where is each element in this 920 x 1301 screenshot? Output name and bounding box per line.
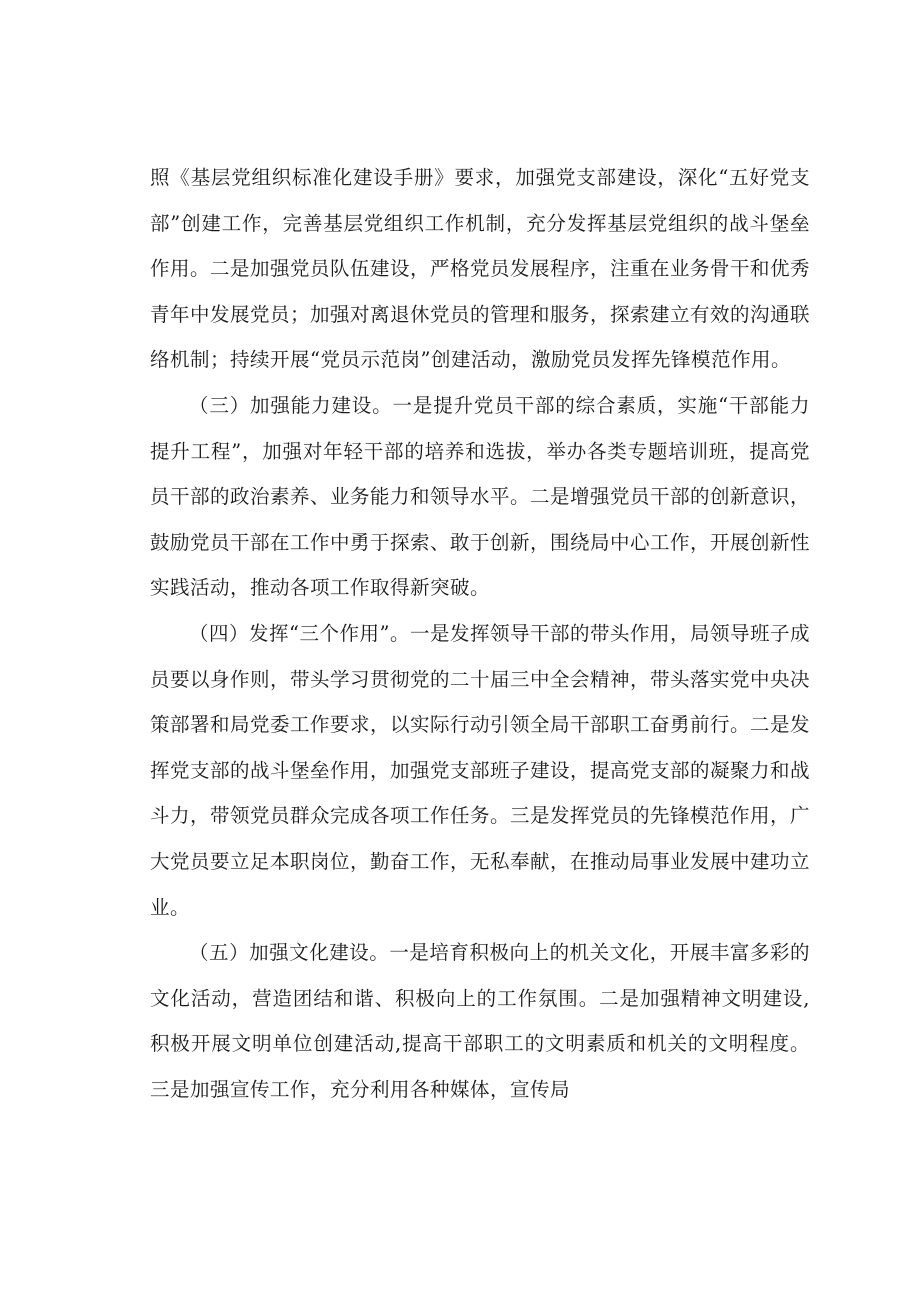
paragraph-section-4: （四）发挥“三个作用”。一是发挥领导干部的带头作用，局领导班子成员要以身作则，带头学习贯彻党的二十届三中全会精神，带头落实党中央决策部署和局党委工作要求，以实际行动引领全局干部职工奋勇前行。二是发挥党支部的战斗堡垒作用，加强党支部班子建设，提高党支部的凝聚力和战斗力，带领党员群众完成各项工作任务。三是发挥党员的先锋模范作用，广大党员要立足本职岗位，勤奋工作，无私奉献，在推动局事业发展中建功立业。: [150, 621, 811, 919]
paragraph-section-3: （三）加强能力建设。一是提升党员干部的综合素质，实施“干部能力提升工程”，加强对年轻干部的培养和选拔，举办各类专题培训班，提高党员干部的政治素养、业务能力和领导水平。二是增强党员干部的创新意识，鼓励党员干部在工作中勇于探索、敢于创新，围绕局中心工作，开展创新性实践活动，推动各项工作取得新突破。: [150, 393, 811, 600]
paragraph-continued: 照《基层党组织标准化建设手册》要求，加强党支部建设，深化“五好党支部”创建工作，完善基层党组织工作机制，充分发挥基层党组织的战斗堡垒作用。二是加强党员队伍建设，严格党员发展程序，注重在业务骨干和优秀青年中发展党员；加强对离退休党员的管理和服务，探索建立有效的沟通联络机制；持续开展“党员示范岗”创建活动，激励党员发挥先锋模范作用。: [150, 166, 811, 372]
document-body: [150, 155, 810, 1112]
paragraph-section-5: （五）加强文化建设。一是培育积极向上的机关文化，开展丰富多彩的文化活动，营造团结和谐、积极向上的工作氛围。二是加强精神文明建设,积极开展文明单位创建活动,提高干部职工的文明素质和机关的文明程度。三是加强宣传工作，充分利用各种媒体，宣传局: [150, 941, 810, 1101]
